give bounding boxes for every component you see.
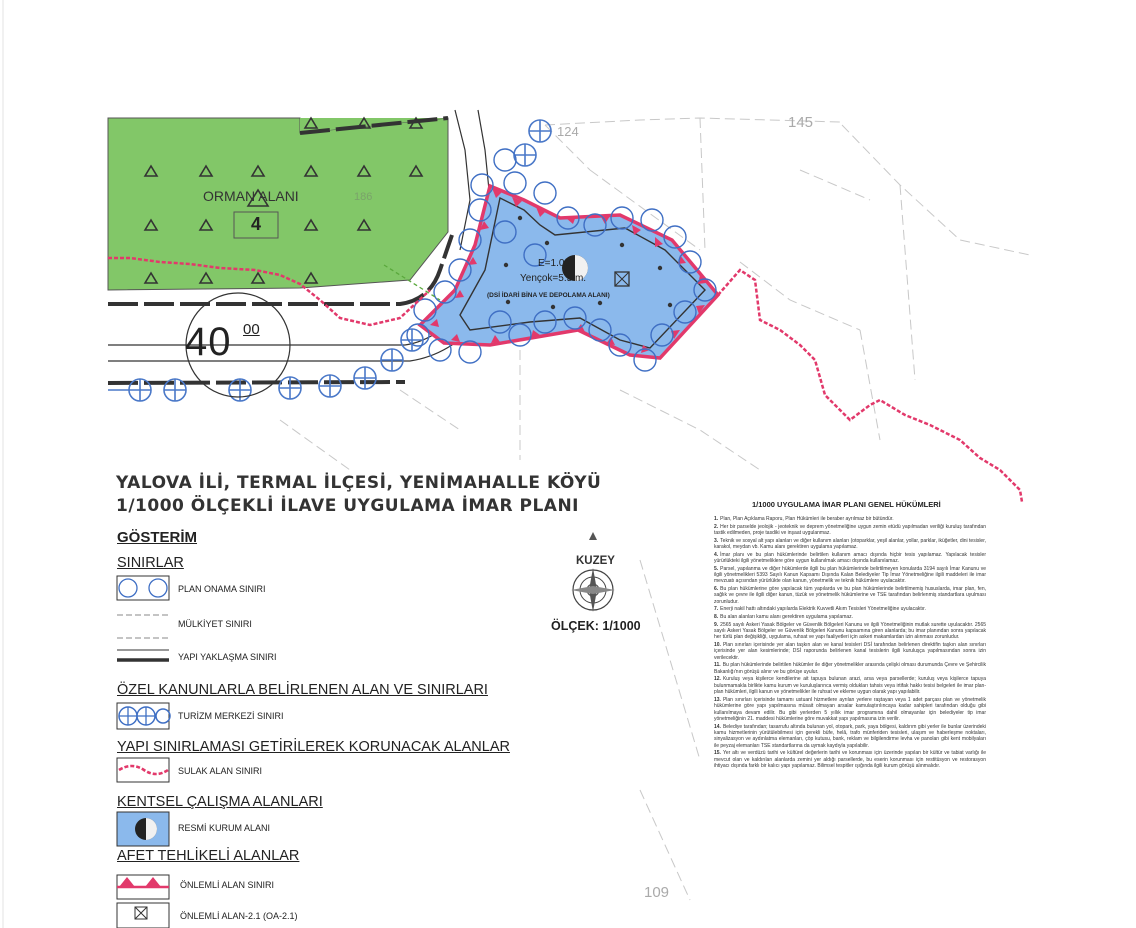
rule-text: Parsel, yapılanma ve diğer hükümlerde ilgili bu plan hükümlerinde belirtilmeyen konularda 3194 sayılı İmar Kanunu ve ilgili yönetmelikleri 5393 Sayılı Kanun Kapsamı Dışında Kalan Belediyeler Tip İmar Yönetmeliğine ilgili maddeleri ile imar mevzuatı açısından yürürlükte olan kanun, yönetmelik ve teknik hükümlere uyulacaktır. [714, 565, 986, 585]
legend-section-ozel-kanun: ÖZEL KANUNLARLA BELİRLENEN ALAN VE SINIRLARI [117, 682, 488, 698]
rule-text: Bu alan alanları kamu alanı gerektiren uygulama yapılamaz. [720, 614, 854, 620]
rule-number: 12. [714, 676, 721, 683]
rule-text: Kuruluş veya kişilerce kendilerine ait tapuya bulunan arazi, arsa veya parsellerde; kuruluş veya kişilerce tapuya bulunmamakla birlikte kamu kurum ve kuruluşlarınca vermiş oldukları tahsis veya irtifak hakkı tesisi belgeleri ile imar plan-plan hükümleri, ilgili kanun ve yönetmelikler ile ruhsat ve ekleme uygun olarak yapı yapılabilir. [714, 676, 986, 696]
rule-number: 13. [714, 696, 721, 703]
rule-item [714, 750, 986, 769]
rule-item [714, 552, 986, 565]
rule-item [714, 614, 986, 620]
legend-section-yapi-sinirlama: YAPI SINIRLAMASI GETİRİLEREK KORUNACAK ALANLAR [117, 739, 510, 755]
plot-label-use: (DSİ İDARİ BİNA VE DEPOLAMA ALANI) [487, 292, 610, 299]
legend-section-kentsel: KENTSEL ÇALIŞMA ALANLARI [117, 794, 323, 810]
rule-text: Bu plan hükümlerinde belirtilen hükümler ile diğer yönetmelikler arasında çelişki olması durumunda Çevre ve Şehircilik Bakanlığı'nın görüşü alınır ve bu görüşe uyulur. [714, 662, 986, 675]
parcel-109: 109 [644, 884, 670, 901]
north-label: KUZEY [576, 555, 615, 567]
plot-label-h: Yençok=5.5 m. [520, 273, 587, 284]
rule-item [714, 516, 986, 522]
rule-number: 6. [714, 586, 719, 592]
rule-item [714, 606, 986, 612]
rule-number: 2. [714, 523, 719, 530]
legend-yapi-yaklasma: YAPI YAKLAŞMA SINIRI [178, 652, 277, 662]
rule-number: 7. [714, 606, 719, 613]
rule-number: 15. [714, 750, 721, 757]
legend-section-sinirlar: SINIRLAR [117, 555, 184, 571]
rule-item [714, 622, 986, 641]
rule-number: 9. [714, 621, 719, 628]
legend-onlemli-sinir: ÖNLEMLİ ALAN SINIRI [180, 880, 275, 890]
forest-label: ORMAN ALANI [203, 188, 299, 204]
rules-heading: 1/1000 UYGULAMA İMAR PLANI GENEL HÜKÜMLERİ [752, 500, 941, 509]
legend-turizm: TURİZM MERKEZİ SINIRI [178, 711, 284, 721]
rule-text: İmar planı ve bu plan hükümlerinde belirtilen kullanım amacı dışında hiçbir tesis yapılamaz. Yapılacak tesisler yürürlükteki ilgili yönetmeliklere göre uygun kullanılmak amacı dışında kullanılamaz. [714, 551, 986, 564]
legend-onlemli-alan: ÖNLEMLİ ALAN-2.1 (OA-2.1) [180, 911, 298, 921]
rule-item [714, 642, 986, 661]
rule-text: Plan sınırları içerisinde yer alan taşkın alan ve kanal tesisleri DSİ tarafından belirlenen direktifin taşkın alan sınırları içerisinde yer alan kesimlerinde; DSİ raporunda belirlenen kanal tesislerin ilgili kuruluşça yapılmasından sonra izin verilecektir. [714, 642, 986, 661]
rule-number: 11. [714, 662, 721, 669]
forest-area [108, 118, 448, 290]
road-width-main: 40 [185, 320, 232, 364]
legend-sulak: SULAK ALAN SINIRI [178, 766, 263, 776]
parcel-124: 124 [557, 124, 579, 139]
legend-mulkiyet: MÜLKİYET SINIRI [178, 619, 252, 629]
legend-heading: GÖSTERİM [117, 529, 198, 546]
rule-text: Bu plan hükümlerine göre yapılacak tüm yapılarda ve bu plan hükümlerinde belirtilmemiş hususlarda, imar plan, fen, sağlık ve çevre ile ilgili diğer kanun, tüzük ve yönetmelik hükümlerine ve TSE tarafından belirlenmiş standartlara uyulması zorunludur. [714, 586, 986, 605]
rule-item [714, 662, 986, 675]
rule-text: Plan sınırları içerisinde tamamı ustuanl hizmetlere ayrılan yerlere raştayan veya 1 adet parçası plan ve yönetmelik hükümlerine göre yapı yapılmasına müsait olmayan arsalar kamulaştırılıncaya kadar sahipleri tarafından olduğu gibi kullanılmaya devam edilir. Bu gibi yerlerden 5 yıllık imar programına dahil olmayanlar için belediyeler tip imar yönetmeliğinin 21. maddesi hükümlerine göre muvakkat yapı yapılmasına izin verilir. [714, 696, 986, 723]
rule-number: 8. [714, 614, 719, 620]
rule-number: 5. [714, 565, 719, 572]
scale-label: ÖLÇEK: 1/1000 [551, 619, 641, 633]
legend-resmi: RESMİ KURUM ALANI [178, 823, 271, 833]
rule-number: 4. [714, 551, 719, 558]
rule-item [714, 724, 986, 750]
parcel-145: 145 [788, 114, 814, 131]
rule-text: Enerji nakil hattı altındaki yapılarda Elektrik Kuvvetli Akım Tesisleri Yönetmeliğine uyulacaktır. [720, 606, 926, 613]
rule-text: Plan, Plan Açıklama Raporu, Plan Hükümleri ile beraber ayrılmaz bir bütündür. [720, 516, 894, 522]
rule-text: 2565 sayılı Askeri Yasak Bölgeler ve Güvenlik Bölgeleri Kanunu ve ilgili Yönetmeliğinin mutlak surette uyulacaktır. 2565 sayılı Askeri Yasak Bölgeler ve Güvenlik Bölgeleri Kanunu kapsamına giren alanlarda; bu imar planından sonra yapılacak her türlü plan değişikliği, uygulama, ruhsat ve yapı faaliyetleri için askeri makamlardan izin alınması zorunludur. [714, 621, 986, 641]
rule-text: Yer altı ve verdüzü tarihi ve kültürel değerlerin tarihi ve korunması için üzerinde yapılan bir kültür ve tabiat varlığı ile mevcut olan ve kaldırılan alanlarda zemini yer aldığı parsellerde, bu eserin korunması için restitüsyon ve restorasyon ihtiyacı dışında farklı bir kalıcı yapı yapılamaz. Bilimsel tespitler ışığında ilgili kurum görüşü alınmalıdır. [714, 750, 986, 770]
rule-number: 14. [714, 723, 721, 730]
compass-rose [571, 532, 615, 612]
plan-title-line2: 1/1000 ÖLÇEKLİ İLAVE UYGULAMA İMAR PLANI [116, 496, 580, 516]
plot-label-e: E=1.00 [538, 258, 570, 269]
rule-number: 1. [714, 516, 719, 522]
rule-item [714, 524, 986, 537]
road-width-sup: 00 [243, 321, 260, 338]
rule-item [714, 566, 986, 585]
plan-title-line1: YALOVA İLİ, TERMAL İLÇESİ, YENİMAHALLE KÖYÜ [116, 473, 602, 493]
parcel-186: 186 [354, 191, 373, 203]
rule-number: 3. [714, 537, 719, 544]
rules-list [714, 516, 986, 928]
rule-item [714, 586, 986, 605]
legend-section-afet: AFET TEHLİKELİ ALANLAR [117, 848, 300, 864]
rule-item [714, 676, 986, 695]
legend-plan-onama: PLAN ONAMA SINIRI [178, 584, 266, 594]
forest-number: 4 [251, 214, 262, 234]
rule-number: 10. [714, 642, 721, 648]
rule-item [714, 538, 986, 551]
rule-text: Belediye tarafından; tasarrufu altında bulunan yol, otopark, park, yaya bölgesi, kaldırım gibi yerler ile bunlar üzerindeki kamu hizmetlerinin yürütülebilmesi için gerekli büfe, helâ, trafo münferiden tesisleri, ulaşım ve haberleşme noktaları, sinyalizasyon ve aydınlatma elemanları, çöp kutusu, bank, reklam ve bilgilendirme levha ve panoları gibi kent mobilyaları ile peyzaj elemanları TSE standartlarına da uymak kaydıyla yapılabilir. [714, 723, 986, 749]
rule-text: Teknik ve sosyal alt yapı alanları ve diğer kullanım alanları (otoparklar, yeşil alanlar, yollar, parklar, iküğetler, dini tesisler, karakol, meydan vb. Kamu alanı gerektiren uygulama yapılamaz. [714, 537, 986, 550]
rule-text: Her bir parselde jeolojik - jeoteknik ve deprem yönetmeliğine uygun zemin etüdü yapılmadan veriliği kuruluş tarafından tastik edilmeden, proje tasdiki ve inşaat uygulanmaz. [714, 523, 986, 536]
rule-item [714, 697, 986, 723]
